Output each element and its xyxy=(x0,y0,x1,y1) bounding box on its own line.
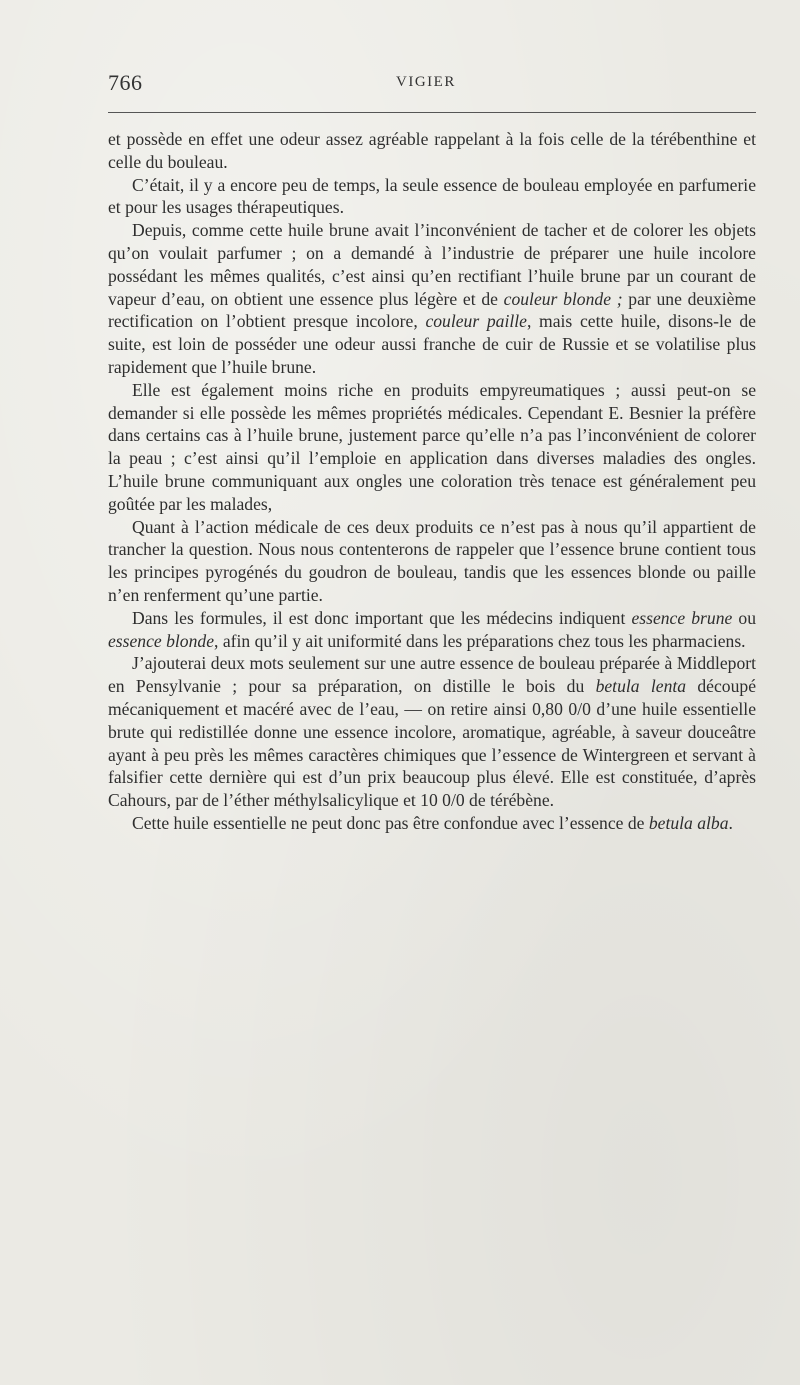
text-run: ou xyxy=(732,607,756,628)
text-run: Elle est également moins riche en produits empyreumatiques ; aussi peut-on se demander si elle possède les mêmes propriétés médicales. Cependant E. Besnier la préfère dans certains cas à l’huile brune, justement parce qu’elle n’a pas l’inconvénient de colorer la peau ; c’est ainsi qu’il l’emploie en application dans diverses maladies des ongles. L’huile brune communiquant aux ongles une coloration très tenace est généralement peu goûtée par les malades, xyxy=(108,379,756,514)
text-run: Cette huile essentielle ne peut donc pas être confondue avec l’essence de xyxy=(132,812,649,833)
running-head: VIGIER xyxy=(396,74,456,90)
text-run: découpé mécaniquement et macéré avec de l’eau, — on retire ainsi 0,80 0/0 d’une huile essentielle brute qui redistillée donne une essence incolore, aromatique, agréable, à saveur douceâtre ayant à peu près les mêmes caractères chimiques que l’essence de Wintergreen et servant à falsifier cette dernière qui est d’un prix beaucoup plus élevé. Elle est constituée, d’après Cahours, par de l’éther méthylsalicylique et 10 0/0 de térébène. xyxy=(108,676,756,811)
text-run: . xyxy=(728,812,733,833)
italic-term: couleur blonde ; xyxy=(503,288,623,309)
text-run: C’était, il y a encore peu de temps, la seule essence de bouleau employée en parfumerie et pour les usages thérapeutiques. xyxy=(108,174,756,218)
paragraph xyxy=(108,652,756,812)
text-run: par une deuxième rectification on l’obtient presque incolore, xyxy=(108,288,756,332)
paragraph xyxy=(108,607,756,653)
text-run: Depuis, comme cette huile brune avait l’inconvénient de tacher et de colorer les objets qu’on voulait parfumer ; on a demandé à l’industrie de préparer une huile incolore possédant les mêmes qualités, c’est ainsi qu’en rectifiant l’huile brune par un courant de vapeur d’eau, on obtient une essence plus légère et de xyxy=(108,220,756,309)
paragraph xyxy=(108,174,756,220)
paragraph xyxy=(108,128,756,174)
italic-term: essence blonde xyxy=(108,630,215,651)
italic-term: betula lenta xyxy=(595,676,687,697)
text-run: Quant à l’action médicale de ces deux produits ce n’est pas à nous qu’il appartient de trancher la question. Nous nous contenterons de rappeler que l’essence brune contient tous les principes pyrogénés du goudron de bouleau, tandis que les essences blonde ou paille n’en renferment qu’une partie. xyxy=(108,516,756,605)
text-run: J’ajouterai deux mots seulement sur une autre essence de bouleau préparée à Middleport en Pensylvanie ; pour sa préparation, on distille le bois du xyxy=(108,653,756,697)
text-run: et possède en effet une odeur assez agréable rappelant à la fois celle de la térébenthine et celle du bouleau. xyxy=(108,129,756,172)
header-rule xyxy=(108,112,756,113)
text-run: , afin qu’il y ait uniformité dans les préparations chez tous les pharmaciens. xyxy=(214,630,746,651)
page-header xyxy=(108,70,756,94)
paragraph xyxy=(108,379,756,516)
paragraph xyxy=(108,516,756,607)
paragraph xyxy=(108,812,756,835)
italic-term: couleur paille xyxy=(425,311,527,332)
page-number: 766 xyxy=(108,70,143,95)
text-run: Dans les formules, il est donc important que les médecins indiquent xyxy=(132,607,632,628)
text-run: , mais cette huile, disons-le de suite, est loin de posséder une odeur aussi franche de cuir de Russie et se volatilise plus rapidement que l’huile brune. xyxy=(108,311,756,377)
italic-term: essence brune xyxy=(631,607,733,628)
paragraph xyxy=(108,219,756,379)
italic-term: betula alba xyxy=(648,812,729,833)
body-text xyxy=(108,128,756,835)
